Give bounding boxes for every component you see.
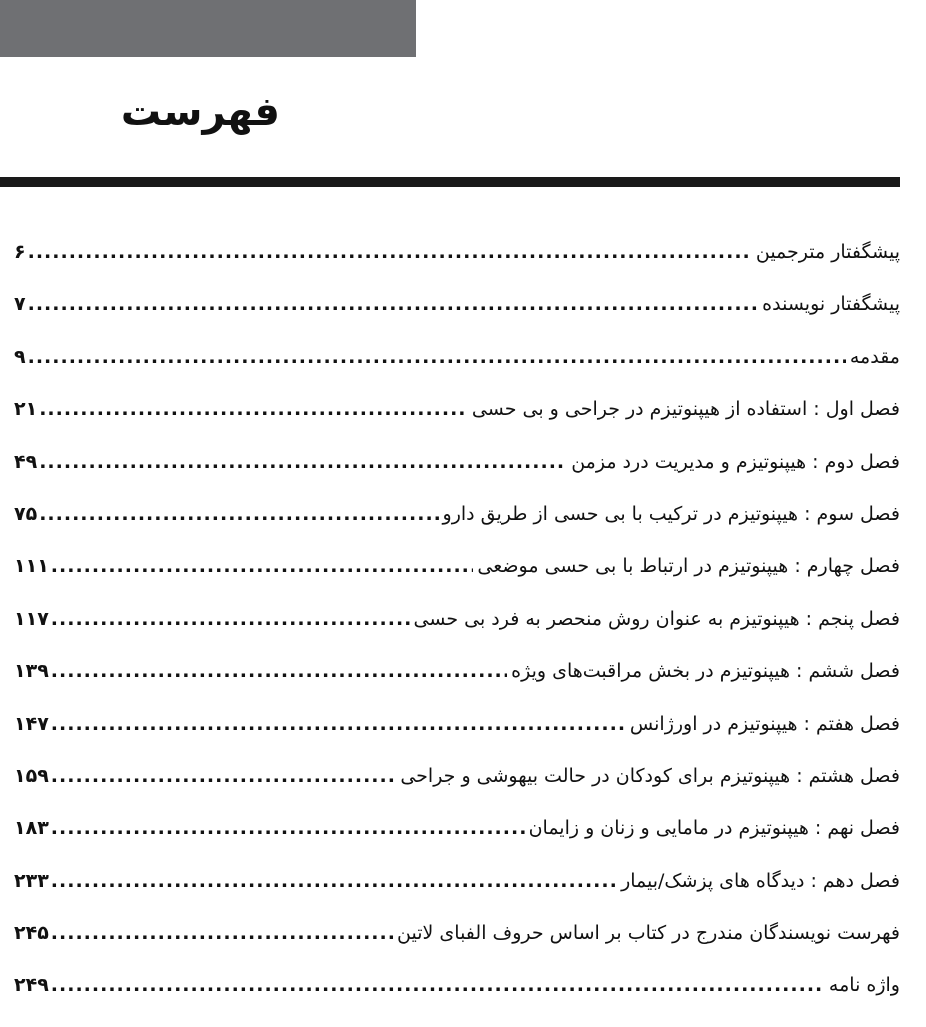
toc-entry-page: ۷۵	[14, 502, 38, 525]
toc-entry[interactable]	[14, 974, 900, 1026]
toc-entry[interactable]	[14, 293, 900, 345]
toc-entry-title: فصل دوم : هیپنوتیزم و مدیریت درد مزمن	[571, 450, 900, 473]
toc-entry-title: واژه نامه	[828, 974, 900, 997]
table-of-contents	[14, 241, 900, 1027]
toc-entry-page: ۱۴۷	[14, 712, 49, 735]
toc-entry[interactable]	[14, 922, 900, 974]
toc-dot-leader	[28, 241, 752, 263]
toc-entry-page: ۹	[14, 345, 26, 368]
toc-entry-title: پیشگفتار مترجمین	[755, 241, 900, 263]
toc-dot-leader	[51, 974, 825, 996]
toc-entry-page: ۲۱	[14, 398, 38, 421]
toc-entry-page: ۱۸۳	[14, 817, 49, 840]
toc-entry-title: فصل چهارم : هیپنوتیزم در ارتباط با بی حسی موضعی	[477, 555, 900, 578]
header-tab	[0, 0, 416, 57]
toc-dot-leader	[51, 555, 474, 577]
toc-entry[interactable]	[14, 765, 900, 817]
toc-entry[interactable]	[14, 346, 900, 398]
toc-entry-page: ۲۴۹	[14, 974, 49, 997]
toc-dot-leader	[39, 451, 567, 473]
toc-dot-leader	[51, 713, 626, 735]
toc-entry[interactable]	[14, 660, 900, 712]
toc-entry[interactable]	[14, 398, 900, 450]
toc-entry-title: فهرست نویسندگان مندرج در کتاب بر اساس حروف الفبای لاتین	[397, 922, 900, 945]
toc-entry-title: فصل پنجم : هیپنوتیزم به عنوان روش منحصر به فرد بی حسی	[413, 607, 900, 630]
toc-entry[interactable]	[14, 241, 900, 293]
toc-entry-title: فصل هشتم : هیپنوتیزم برای کودکان در حالت بیهوشی و جراحی	[400, 764, 900, 787]
toc-entry-page: ۱۳۹	[14, 660, 49, 683]
toc-dot-leader	[39, 398, 468, 420]
toc-entry-page: ۴۹	[14, 450, 38, 473]
toc-entry-title: فصل اول : استفاده از هیپنوتیزم در جراحی و بی حسی	[471, 398, 900, 421]
toc-entry-title: پیشگفتار نویسنده	[762, 293, 900, 316]
toc-entry[interactable]	[14, 817, 900, 869]
toc-entry[interactable]	[14, 503, 900, 555]
toc-dot-leader	[51, 870, 617, 892]
toc-entry-page: ۶	[14, 241, 26, 263]
toc-entry-page: ۷	[14, 293, 26, 316]
toc-entry[interactable]	[14, 608, 900, 660]
toc-entry-title: فصل نهم : هیپنوتیزم در مامایی و زنان و زایمان	[528, 817, 900, 840]
toc-entry-page: ۲۳۳	[14, 869, 49, 892]
toc-entry-title: فصل هفتم : هیپنوتیزم در اورژانس	[629, 712, 900, 735]
toc-dot-leader	[51, 817, 525, 839]
page-title: فهرست	[120, 89, 280, 135]
toc-dot-leader	[28, 293, 759, 315]
toc-entry-page: ۲۴۵	[14, 922, 49, 945]
toc-dot-leader	[51, 608, 410, 630]
toc-entry-page: ۱۱۱	[14, 555, 49, 578]
toc-entry-page: ۱۱۷	[14, 607, 49, 630]
toc-dot-leader	[28, 346, 846, 368]
toc-entry-title: فصل دهم : دیدگاه های پزشک/بیمار	[621, 869, 900, 892]
toc-entry-title: فصل ششم : هیپنوتیزم در بخش مراقبت‌های ویژه	[511, 660, 900, 683]
toc-entry-page: ۱۵۹	[14, 764, 49, 787]
toc-entry-title: فصل سوم : هیپنوتیزم در ترکیب با بی حسی از طریق دارو	[442, 502, 900, 525]
toc-dot-leader	[51, 660, 507, 682]
toc-entry-title: مقدمه	[849, 345, 900, 368]
toc-entry[interactable]	[14, 870, 900, 922]
toc-entry[interactable]	[14, 713, 900, 765]
toc-entry[interactable]	[14, 451, 900, 503]
toc-dot-leader	[51, 765, 397, 787]
title-divider	[0, 177, 900, 187]
toc-entry[interactable]	[14, 555, 900, 607]
toc-dot-leader	[39, 503, 438, 525]
toc-dot-leader	[51, 922, 393, 944]
